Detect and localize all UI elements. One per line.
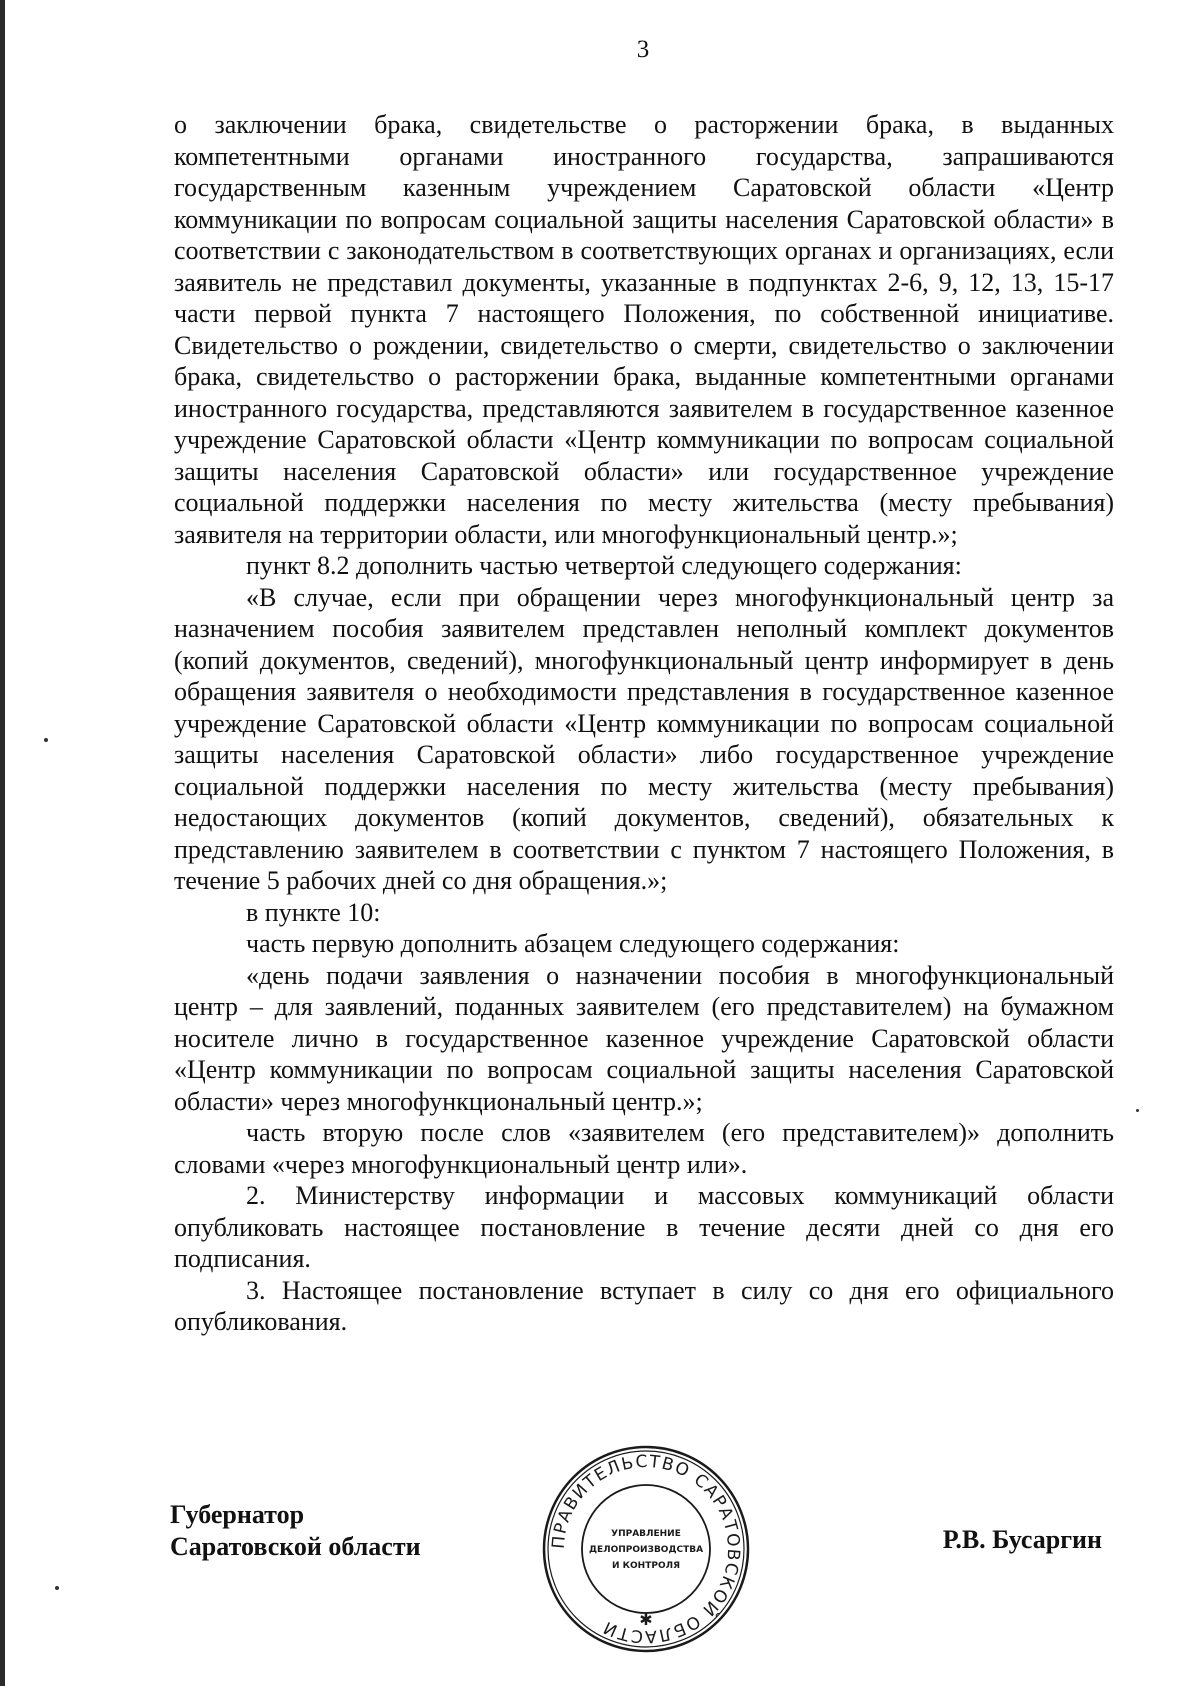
scan-speck bbox=[1136, 1109, 1139, 1112]
scan-speck bbox=[55, 1586, 59, 1590]
paragraph-8: 2. Министерству информации и массовых коммуникаций области опубликовать настоящее постановление в течение десяти дней со дня его подписания. bbox=[174, 1181, 1114, 1273]
document-body bbox=[174, 109, 1114, 1338]
paragraph-9: 3. Настоящее постановление вступает в силу со дня его официального опубликования. bbox=[174, 1275, 1114, 1336]
seal-inner-line2: ДЕЛОПРОИЗВОДСТВА bbox=[588, 1545, 704, 1555]
signature-title-line1: Губернатор bbox=[170, 1500, 305, 1529]
signature-title-line2: Саратовской области bbox=[170, 1532, 421, 1561]
paragraph-7: часть вторую после слов «заявителем (его представителем)» дополнить словами «через многофункциональный центр или». bbox=[174, 1118, 1114, 1179]
paragraph-3: «В случае, если при обращении через многофункциональный центр за назначением пособия заявителем представлен неполный комплект документов (копий документов, сведений), многофункциональный центр информирует в день обращения заявителя о необходимости представления в государственное казенное учреждение Саратовской области «Центр коммуникации по вопросам социальной защиты населения Саратовской области» либо государственное учреждение социальной поддержки населения по месту жительства (месту пребывания) недостающих документов (копий документов, сведений), обязательных к представлению заявителем в соответствии с пунктом 7 настоящего Положения, в течение 5 рабочих дней со дня обращения.»; bbox=[174, 582, 1114, 895]
signer-name: Р.В. Бусаргин bbox=[942, 1525, 1102, 1554]
seal-inner-line1: УПРАВЛЕНИЕ bbox=[611, 1529, 681, 1539]
paragraph-1: о заключении брака, свидетельстве о расторжении брака, в выданных компетентными органами иностранного государства, запрашиваются государственным казенным учреждением Саратовской области «Центр коммуникации по вопросам социальной защиты населения Саратовской области» в соответствии с законодательством в соответствующих органах и организациях, если заявитель не представил документы, указанные в подпунктах 2-6, 9, 12, 13, 15-17 части первой пункта 7 настоящего Положения, по собственной инициативе. Свидетельство о рождении, свидетельство о смерти, свидетельство о заключении брака, свидетельство о расторжении брака, выданные компетентными органами иностранного государства, представляются заявителем в государственное казенное учреждение Саратовской области «Центр коммуникации по вопросам социальной защиты населения Саратовской области» или государственное учреждение социальной поддержки населения по месту жительства (месту пребывания) заявителя на территории области, или многофункциональный центр.»; bbox=[174, 110, 1114, 549]
paragraph-2: пункт 8.2 дополнить частью четвертой следующего содержания: bbox=[246, 551, 962, 580]
paragraph-6: «день подачи заявления о назначении пособия в многофункциональный центр – для заявлений, поданных заявителем (его представителем) на бумажном носителе лично в государственное казенное учреждение Саратовской области «Центр коммуникации по вопросам социальной защиты населения Саратовской области» через многофункциональный центр.»; bbox=[174, 960, 1114, 1116]
page-number: 3 bbox=[636, 36, 650, 63]
signature-title bbox=[170, 1499, 421, 1563]
seal-star-icon: ✱ bbox=[639, 1610, 653, 1629]
seal-outer-text: ПРАВИТЕЛЬСТВО САРАТОВСКОЙ ОБЛАСТИ bbox=[548, 1451, 744, 1647]
official-seal bbox=[540, 1443, 752, 1655]
paragraph-4: в пункте 10: bbox=[246, 897, 381, 927]
paragraph-5: часть первую дополнить абзацем следующего содержания: bbox=[246, 929, 900, 958]
scan-speck bbox=[44, 738, 48, 742]
seal-inner-line3: И КОНТРОЛЯ bbox=[612, 1561, 680, 1571]
scan-edge bbox=[0, 0, 5, 1686]
